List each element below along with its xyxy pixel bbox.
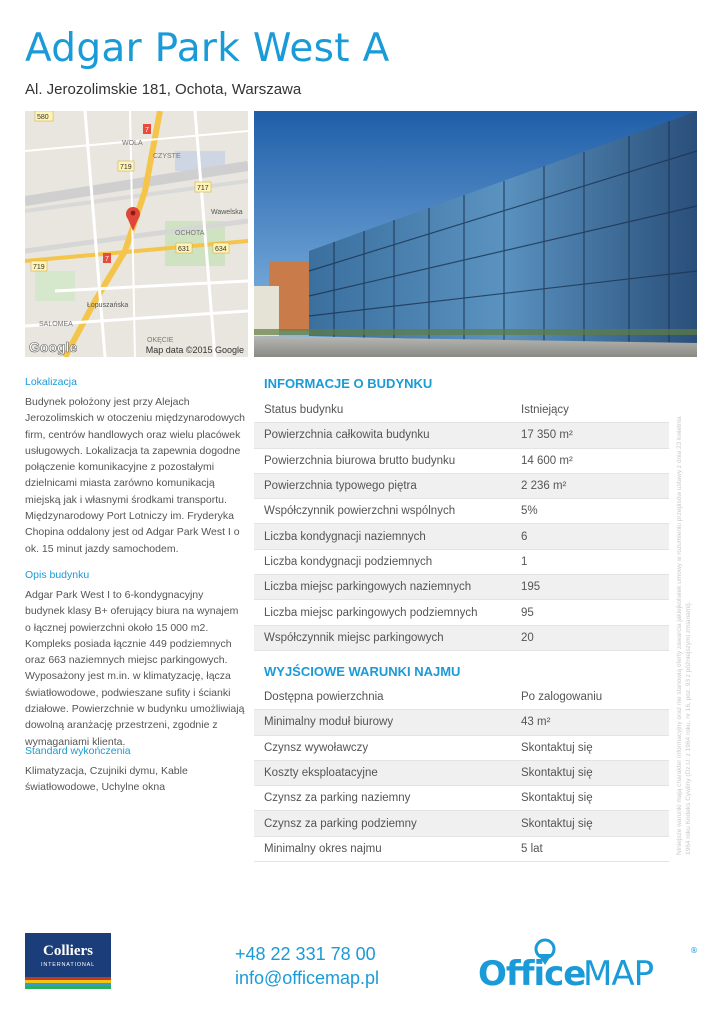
svg-text:634: 634	[215, 246, 227, 253]
location-heading: Lokalizacja	[25, 376, 77, 388]
map-credit: Map data ©2015 Google	[145, 345, 244, 355]
svg-text:Colliers: Colliers	[43, 943, 93, 959]
table-row	[254, 786, 669, 811]
row-value: 5 lat	[511, 836, 669, 861]
row-label: Minimalny moduł biurowy	[254, 710, 511, 735]
map-graphic	[25, 111, 248, 357]
contact-email[interactable]: info@officemap.pl	[235, 968, 380, 988]
table-row	[254, 685, 669, 710]
row-label: Minimalny okres najmu	[254, 836, 511, 861]
row-label: Czynsz wywoławczy	[254, 735, 511, 760]
finish-section	[25, 745, 245, 796]
svg-text:Wawelska: Wawelska	[211, 209, 243, 216]
svg-text:719: 719	[120, 164, 132, 171]
svg-text:Łopuszańska: Łopuszańska	[87, 302, 129, 309]
row-value: 6	[511, 524, 669, 549]
building-info-table	[254, 398, 669, 651]
building-address: Al. Jerozolimskie 181, Ochota, Warszawa	[25, 81, 302, 98]
row-label: Liczba kondygnacji naziemnych	[254, 524, 511, 549]
colliers-logo	[25, 933, 111, 989]
table-row	[254, 710, 669, 735]
svg-text:SALOMEA: SALOMEA	[39, 321, 73, 328]
svg-text:631: 631	[178, 246, 190, 253]
row-value: 20	[511, 625, 669, 650]
table-row	[254, 448, 669, 473]
svg-text:7: 7	[105, 256, 109, 263]
location-text: Budynek położony jest przy Alejach Jerozolimskich w otoczeniu międzynarodowych firm, centrów handlowych oraz wielu placówek usługowych. Lokalizacja ta zapewnia dogodne połączenie komunikacyjne z pozostałymi dzielnicami miasta zarówno komunikacją miejską jak i własnymi środkami transportu. Międzynarodowy Port Lotniczy im. Fryderyka Chopina oddalony jest od Adgar Park West I o ok. 15 minut jazdy samochodem.	[25, 396, 246, 555]
row-label: Czynsz za parking podziemny	[254, 811, 511, 836]
row-label: Współczynnik miejsc parkingowych	[254, 625, 511, 650]
svg-text:CZYSTE: CZYSTE	[153, 153, 181, 160]
description-heading: Opis budynku	[25, 569, 90, 581]
table-row	[254, 473, 669, 498]
row-value: 17 350 m²	[511, 423, 669, 448]
building-info-title: INFORMACJE O BUDYNKU	[264, 376, 433, 391]
row-label: Współczynnik powierzchni wspólnych	[254, 499, 511, 524]
row-value: Skontaktuj się	[511, 760, 669, 785]
row-value: Po zalogowaniu	[511, 685, 669, 710]
table-row	[254, 398, 669, 423]
row-label: Powierzchnia całkowita budynku	[254, 423, 511, 448]
table-row	[254, 524, 669, 549]
table-row	[254, 836, 669, 861]
svg-text:WOLA: WOLA	[122, 140, 143, 147]
table-row	[254, 549, 669, 574]
officemap-logo	[478, 935, 700, 993]
row-value: Istniejący	[511, 398, 669, 423]
table-row	[254, 625, 669, 650]
svg-text:OKĘCIE: OKĘCIE	[147, 337, 174, 344]
row-value: Skontaktuj się	[511, 811, 669, 836]
disclaimer-text: Niniejsze warunki mają charakter informacyjny oraz nie stanowią oferty zawarcia jakiejkolwiek umowy w rozumieniu przepisów ustawy z dnia 23 kwietnia 1964 roku Kodeks Cywilny (Dz.U. z 1964 roku, nr 16, poz. 93 z późniejszymi zmianami).	[676, 416, 692, 855]
row-value: 2 236 m²	[511, 473, 669, 498]
page-title: Adgar Park West A	[25, 26, 390, 71]
rental-terms-table	[254, 685, 669, 862]
description-text: Adgar Park West I to 6-kondygnacyjny budynek klasy B+ oferujący biura na wynajem o łącznej powierzchni około 15 000 m2. Kompleks posiada łącznie 449 podziemnych oraz 663 naziemnych miejsc parkingowych. Wyposażony jest m.in. w klimatyzację, łącza światłowodowe, podwieszane sufity i ścianki działowe. Powierzchnie w budynku umożliwiają dowolną aranżację przestrzeni, zgodnie z wymaganiami klienta.	[25, 589, 245, 748]
location-map[interactable]	[25, 111, 248, 357]
contact-phone[interactable]: +48 22 331 78 00	[235, 944, 376, 964]
disclaimer	[676, 405, 692, 855]
description-section	[25, 569, 245, 750]
row-value: Skontaktuj się	[511, 735, 669, 760]
row-value: 195	[511, 575, 669, 600]
svg-text:717: 717	[197, 185, 209, 192]
svg-text:MAP: MAP	[583, 954, 654, 993]
table-row	[254, 811, 669, 836]
row-label: Koszty eksploatacyjne	[254, 760, 511, 785]
svg-text:Office: Office	[478, 954, 586, 993]
row-value: 43 m²	[511, 710, 669, 735]
table-row	[254, 600, 669, 625]
finish-text: Klimatyzacja, Czujniki dymu, Kable światłowodowe, Uchylne okna	[25, 765, 188, 794]
row-label: Dostępna powierzchnia	[254, 685, 511, 710]
row-value: Skontaktuj się	[511, 786, 669, 811]
svg-text:OCHOTA: OCHOTA	[175, 230, 205, 237]
google-logo: Google	[29, 339, 78, 355]
svg-text:580: 580	[37, 114, 49, 121]
location-section	[25, 376, 245, 557]
rental-terms-title: WYJŚCIOWE WARUNKI NAJMU	[264, 664, 461, 679]
row-label: Powierzchnia typowego piętra	[254, 473, 511, 498]
building-photo	[254, 111, 697, 357]
row-value: 1	[511, 549, 669, 574]
row-label: Liczba miejsc parkingowych naziemnych	[254, 575, 511, 600]
table-row	[254, 499, 669, 524]
row-label: Liczba miejsc parkingowych podziemnych	[254, 600, 511, 625]
table-row	[254, 575, 669, 600]
svg-text:®: ®	[690, 946, 698, 955]
building-photo-graphic	[254, 111, 697, 357]
svg-text:7: 7	[145, 127, 149, 134]
row-label: Powierzchnia biurowa brutto budynku	[254, 448, 511, 473]
table-row	[254, 735, 669, 760]
table-row	[254, 423, 669, 448]
row-label: Status budynku	[254, 398, 511, 423]
row-value: 14 600 m²	[511, 448, 669, 473]
row-label: Czynsz za parking naziemny	[254, 786, 511, 811]
svg-text:719: 719	[33, 264, 45, 271]
row-label: Liczba kondygnacji podziemnych	[254, 549, 511, 574]
finish-heading: Standard wykończenia	[25, 745, 131, 757]
row-value: 5%	[511, 499, 669, 524]
row-value: 95	[511, 600, 669, 625]
svg-text:INTERNATIONAL: INTERNATIONAL	[41, 962, 95, 968]
table-row	[254, 760, 669, 785]
